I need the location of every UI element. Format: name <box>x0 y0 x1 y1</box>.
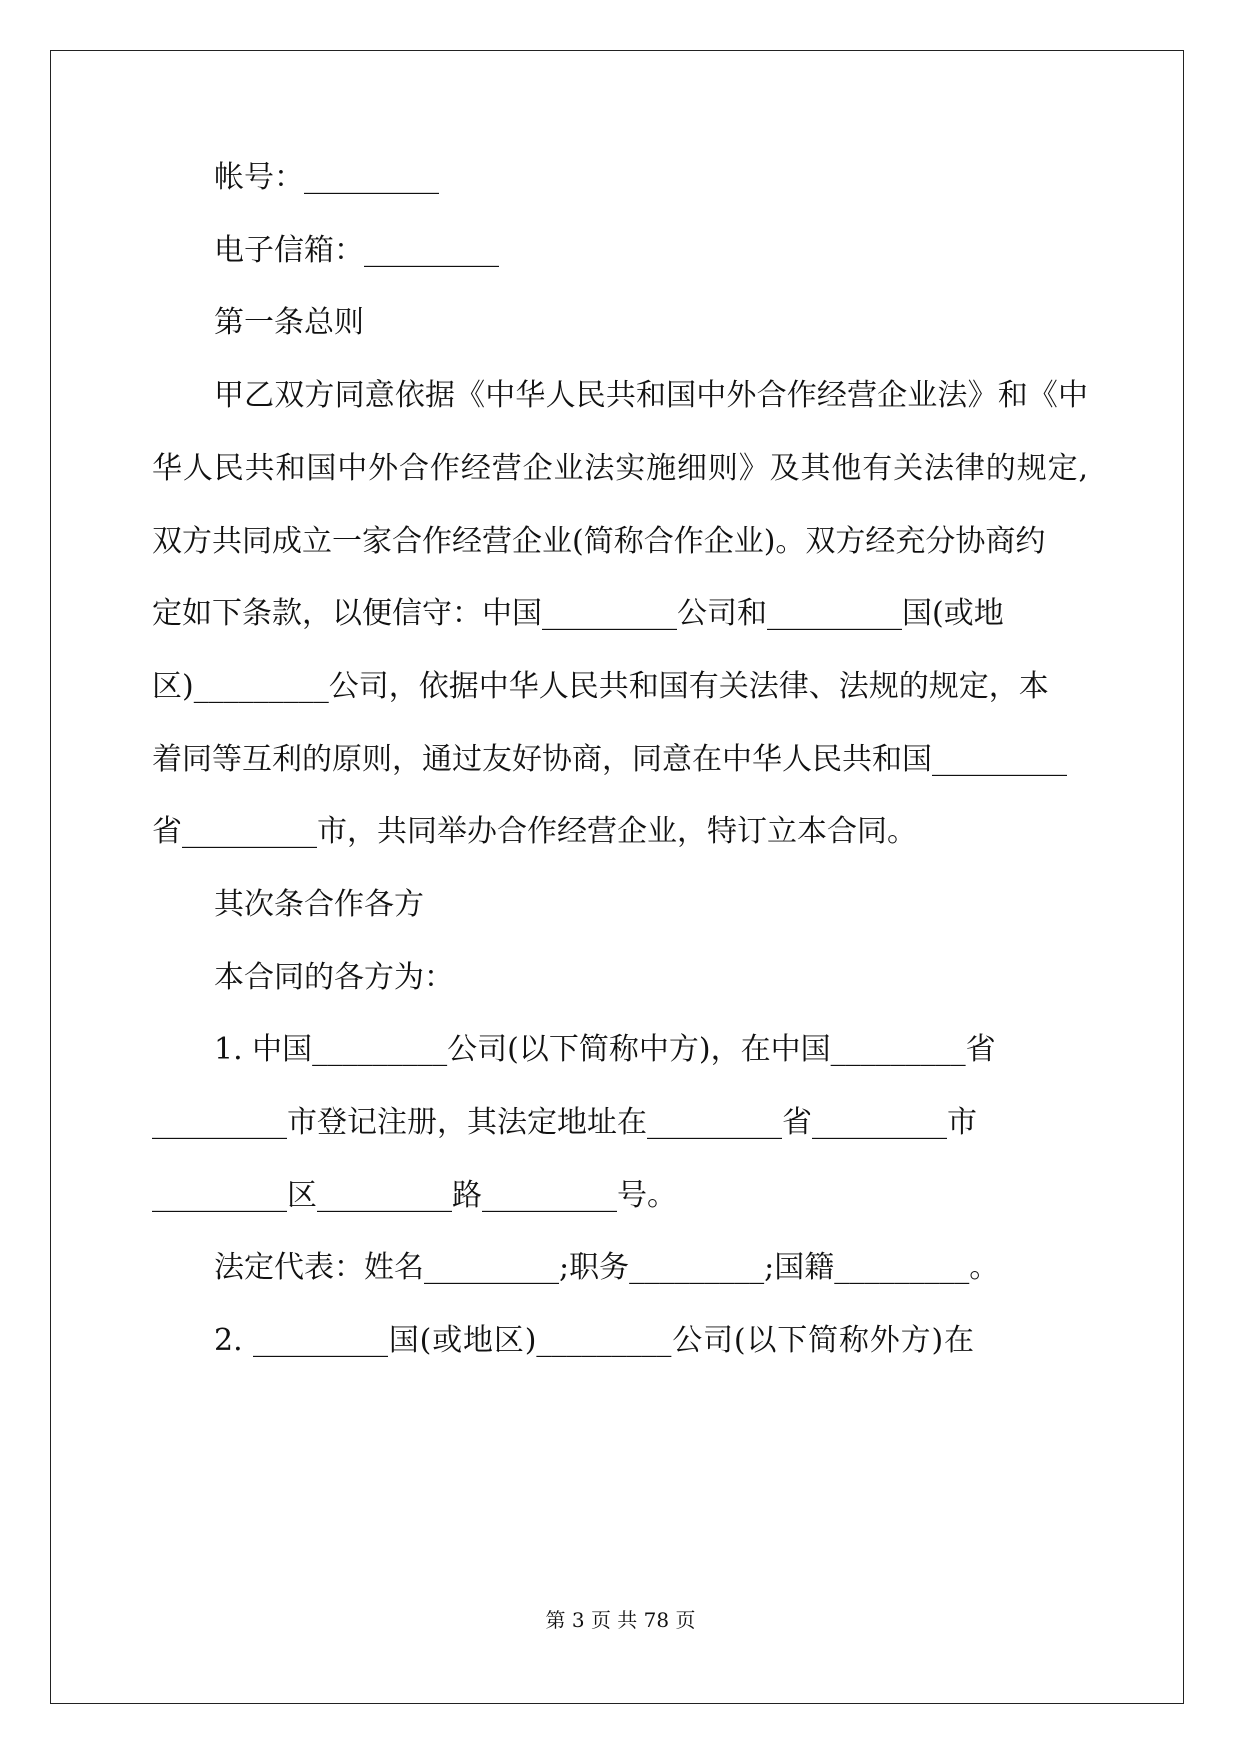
parties-intro: 本合同的各方为： <box>214 960 454 995</box>
account-line: 帐号：_________ <box>214 160 439 195</box>
paragraph-line: 着同等互利的原则，通过友好协商，同意在中华人民共和国_________ <box>152 742 1067 777</box>
paragraph-line: 区)_________公司，依据中华人民共和国有关法律、法规的规定，本 <box>152 669 1049 704</box>
page-border <box>50 50 1184 1704</box>
paragraph-line: 省_________市，共同举办合作经营企业，特订立本合同。 <box>152 814 917 849</box>
paragraph-line: 华人民共和国中外合作经营企业法实施细则》及其他有关法律的规定, <box>152 451 1088 486</box>
party-1-line: _________市登记注册，其法定地址在_________省_________市 <box>152 1105 977 1140</box>
paragraph-line: 双方共同成立一家合作经营企业(简称合作企业)。双方经充分协商约 <box>152 524 1046 559</box>
paragraph-line: 甲乙双方同意依据《中华人民共和国中外合作经营企业法》和《中 <box>214 378 1088 413</box>
article-2-heading: 其次条合作各方 <box>214 887 424 922</box>
page-number-footer: 第 3 页 共 78 页 <box>545 1608 696 1632</box>
party-2-line: 2. _________国(或地区)_________公司(以下简称外方)在 <box>214 1323 974 1358</box>
party-1-line: 1. 中国_________公司(以下简称中方)，在中国_________省 <box>214 1032 996 1067</box>
paragraph-line: 定如下条款，以便信守：中国_________公司和_________国(或地 <box>152 596 1004 631</box>
legal-representative-line: 法定代表：姓名_________;职务_________;国籍_________。 <box>214 1250 1000 1285</box>
party-1-line: _________区_________路_________号。 <box>152 1178 677 1213</box>
email-line: 电子信箱：_________ <box>214 233 499 268</box>
article-1-heading: 第一条总则 <box>214 305 364 340</box>
